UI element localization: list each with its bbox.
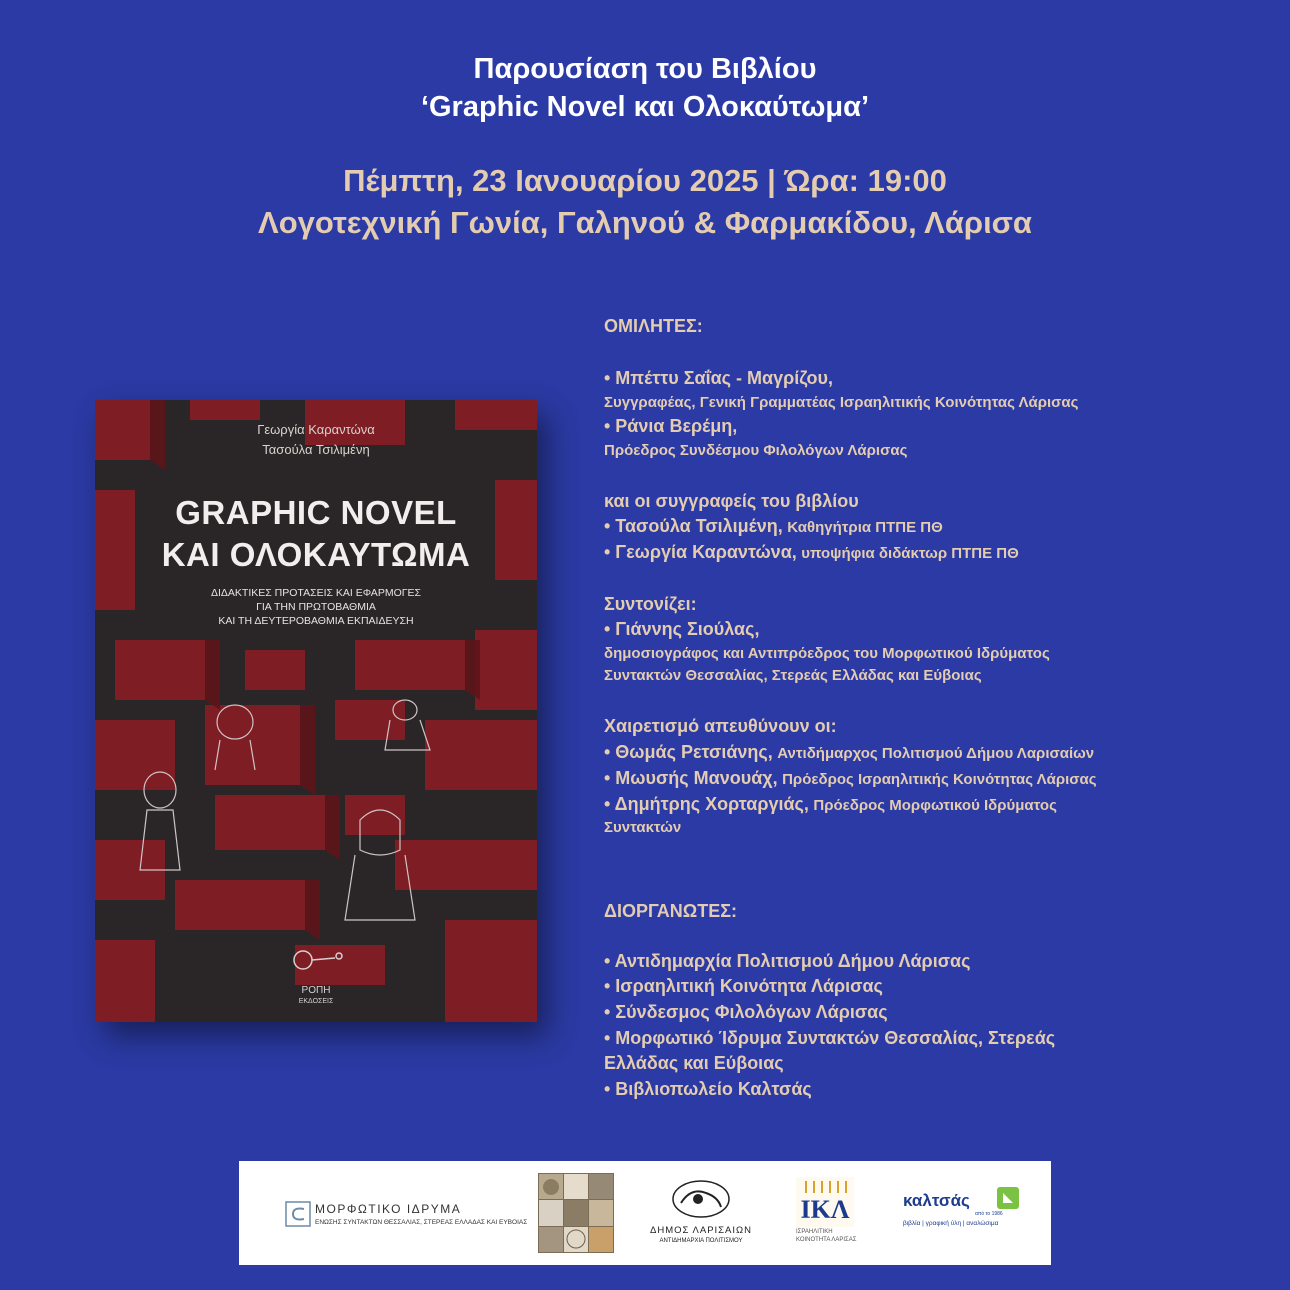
authors-heading: και οι συγγραφείς του βιβλίου: [604, 491, 859, 511]
kaltsas-tagline: βιβλία | γραφική ύλη | αναλώσιμα: [903, 1220, 999, 1227]
speaker-2-name: • Ράνια Βερέμη,: [604, 416, 738, 436]
collage-logo: [538, 1173, 614, 1253]
kaltsas-logo: [899, 1191, 1029, 1241]
greetings-heading: Χαιρετισμό απευθύνουν οι:: [604, 716, 837, 736]
author-1-role: Καθηγήτρια ΠΤΠΕ ΠΘ: [787, 519, 943, 536]
kaltsas-since: από το 1986: [975, 1211, 1003, 1217]
sponsor-logos-bar: [239, 1161, 1051, 1265]
event-title: [0, 50, 1290, 126]
organizer-3: • Σύνδεσμος Φιλολόγων Λάρισας: [604, 1002, 888, 1022]
greeting-3-name: • Δημήτρης Χορταργιάς,: [604, 794, 809, 814]
ikl-logo: [796, 1177, 856, 1259]
greeting-1: [604, 742, 1094, 763]
speakers-heading: ΟΜΙΛΗΤΕΣ:: [604, 316, 703, 336]
event-location: Λογοτεχνική Γωνία, Γαληνού & Φαρμακίδου, Λάρισα: [258, 205, 1032, 240]
morfotiko-logo: [285, 1199, 528, 1239]
dimos-name: ΔΗΜΟΣ ΛΑΡΙΣΑΙΩΝ: [650, 1225, 752, 1236]
book-author-2: Τασούλα Τσιλιμένη: [262, 442, 370, 457]
author-1: [604, 516, 943, 537]
greeting-3: [604, 794, 1057, 815]
book-subtitle-line3: ΚΑΙ ΤΗ ΔΕΥΤΕΡΟΒΑΘΜΙΑ ΕΚΠΑΙΔΕΥΣΗ: [218, 615, 414, 627]
book-subtitle-line1: ΔΙΔΑΚΤΙΚΕΣ ΠΡΟΤΑΣΕΙΣ ΚΑΙ ΕΦΑΡΜΟΓΕΣ: [210, 587, 422, 599]
organizer-2: • Ισραηλιτική Κοινότητα Λάρισας: [604, 976, 883, 996]
organizer-1: • Αντιδημαρχία Πολιτισμού Δήμου Λάρισας: [604, 951, 971, 971]
event-info: [0, 160, 1290, 244]
speaker-2-role: Πρόεδρος Συνδέσμου Φιλολόγων Λάρισας: [604, 442, 908, 459]
book-publisher: [95, 985, 537, 1007]
book-subtitle-line2: ΓΙΑ ΤΗΝ ΠΡΩΤΟΒΑΘΜΙΑ: [256, 601, 376, 613]
book-title: [95, 492, 537, 576]
book-author-1: Γεωργία Καραντώνα: [257, 422, 375, 437]
dimos-sub: ΑΝΤΙΔΗΜΑΡΧΙΑ ΠΟΛΙΤΙΣΜΟΥ: [659, 1238, 743, 1244]
greeting-1-role: Αντιδήμαρχος Πολιτισμού Δήμου Λαρισαίων: [777, 745, 1095, 762]
author-2: [604, 542, 1019, 563]
book-publisher-name: ΡΟΠΗ: [301, 985, 331, 996]
book-cover: [95, 400, 537, 1022]
ikl-name: ΙΚΛ: [800, 1195, 850, 1224]
speaker-1-name: • Μπέττυ Σαΐας - Μαγρίζου,: [604, 368, 833, 388]
organizers-heading: ΔΙΟΡΓΑΝΩΤΕΣ:: [604, 901, 738, 921]
greeting-2: [604, 768, 1097, 789]
greeting-2-name: • Μωυσής Μανουάχ,: [604, 768, 778, 788]
moderator-role-line2: Συντακτών Θεσσαλίας, Στερεάς Ελλάδας και Εύβοιας: [604, 667, 982, 684]
greeting-3-role-line2: Συντακτών: [604, 819, 682, 836]
dimos-larisaion-logo: [631, 1177, 771, 1259]
author-1-name: • Τασούλα Τσιλιμένη,: [604, 516, 783, 536]
dimos-emblem-icon: [666, 1177, 736, 1221]
event-date-time: Πέμπτη, 23 Ιανουαρίου 2025 | Ώρα: 19:00: [343, 163, 947, 198]
author-2-role: υποψήφια διδάκτωρ ΠΤΠΕ ΠΘ: [801, 545, 1019, 562]
kaltsas-badge-icon: [997, 1187, 1019, 1209]
author-2-name: • Γεωργία Καραντώνα,: [604, 542, 797, 562]
speaker-1-role: Συγγραφέας, Γενική Γραμματέας Ισραηλιτικής Κοινότητας Λάρισας: [604, 394, 1079, 411]
organizer-5: • Βιβλιοπωλείο Καλτσάς: [604, 1079, 812, 1099]
morfotiko-sub: ΕΝΩΣΗΣ ΣΥΝΤΑΚΤΩΝ ΘΕΣΣΑΛΙΑΣ, ΣΤΕΡΕΑΣ ΕΛΛΑΔΑΣ ΚΑΙ ΕΥΒΟΙΑΣ: [315, 1219, 528, 1226]
collage-grid-icon: [538, 1173, 614, 1253]
moderator-name: • Γιάννης Σιούλας,: [604, 619, 760, 639]
moderator-heading: Συντονίζει:: [604, 594, 697, 614]
event-title-line2: ‘Graphic Novel και Ολοκαύτωμα’: [420, 91, 870, 123]
book-subtitle: [95, 586, 537, 628]
event-title-line1: Παρουσίαση του Βιβλίου: [473, 53, 817, 85]
kaltsas-name: καλτσάς: [903, 1191, 970, 1210]
ikl-sub-line2: ΚΟΙΝΟΤΗΤΑ ΛΑΡΙΣΑΣ: [796, 1237, 857, 1243]
greeting-1-name: • Θωμάς Ρετσιάνης,: [604, 742, 773, 762]
book-title-line1: GRAPHIC NOVEL: [175, 494, 457, 531]
ikl-sub-line1: ΙΣΡΑΗΛΙΤΙΚΗ: [796, 1229, 833, 1235]
book-title-line2: ΚΑΙ ΟΛΟΚΑΥΤΩΜΑ: [161, 536, 471, 573]
greeting-3-role-line1: Πρόεδρος Μορφωτικού Ιδρύματος: [813, 797, 1057, 814]
greeting-2-role: Πρόεδρος Ισραηλιτικής Κοινότητας Λάρισας: [782, 771, 1097, 788]
morfotiko-name: ΜΟΡΦΩΤΙΚΟ ΙΔΡΥΜΑ: [315, 1202, 462, 1216]
morfotiko-emblem-icon: [285, 1201, 311, 1227]
organizer-4-line1: • Μορφωτικό Ίδρυμα Συντακτών Θεσσαλίας, Στερεάς: [604, 1028, 1056, 1048]
book-publisher-sub: ΕΚΔΟΣΕΙΣ: [298, 998, 334, 1005]
moderator-role-line1: δημοσιογράφος και Αντιπρόεδρος του Μορφωτικού Ιδρύματος: [604, 645, 1050, 662]
organizer-4-line2: Ελλάδας και Εύβοιας: [604, 1053, 784, 1073]
